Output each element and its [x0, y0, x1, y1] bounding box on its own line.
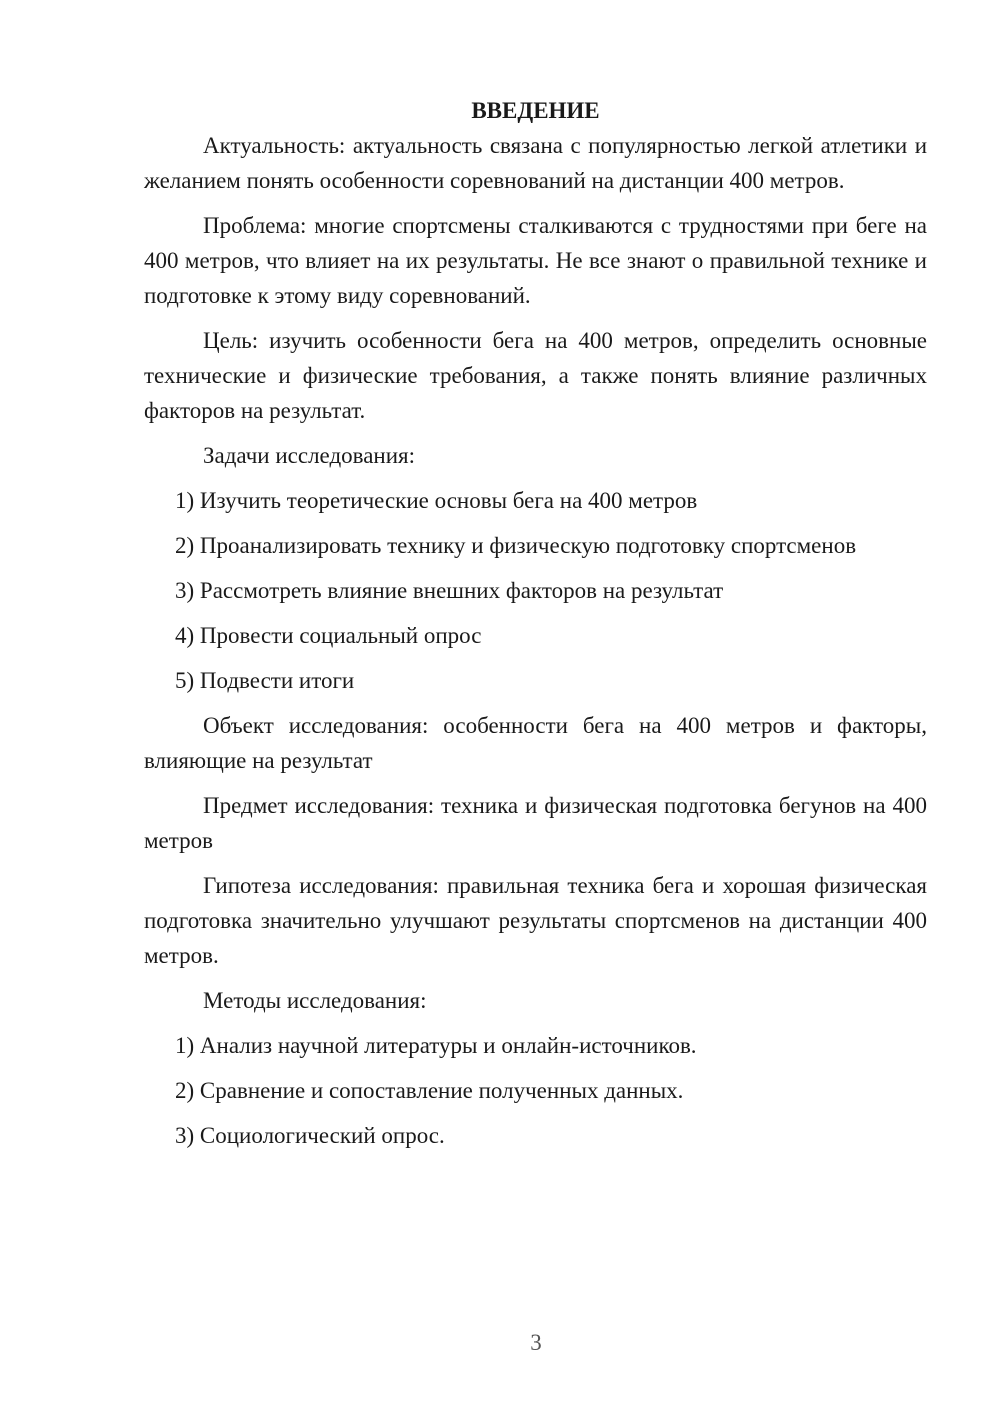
- task-list-item-2: 2) Проанализировать технику и физическую подготовку спортсменов: [175, 533, 857, 558]
- paragraph-subject: Предмет исследования: техника и физическая подготовка бегунов на 400 метров: [144, 793, 927, 853]
- paragraph-hypothesis: Гипотеза исследования: правильная техника бега и хорошая физическая подготовка значительно улучшают результаты спортсменов на дистанции 400 метров.: [144, 873, 927, 968]
- paragraph-relevance: Актуальность: актуальность связана с популярностью легкой атлетики и желанием понять особенности соревнований на дистанции 400 метров.: [144, 133, 927, 193]
- paragraph-problem: Проблема: многие спортсмены сталкиваются с трудностями при беге на 400 метров, что влияет на их результаты. Не все знают о правильной технике и подготовке к этому виду соревнований.: [144, 213, 927, 308]
- tasks-heading: Задачи исследования:: [203, 443, 416, 468]
- method-list-item-1: 1) Анализ научной литературы и онлайн-источников.: [175, 1033, 697, 1058]
- task-list-item-5: 5) Подвести итоги: [175, 668, 355, 693]
- methods-heading: Методы исследования:: [203, 988, 427, 1013]
- page-title: ВВЕДЕНИЕ: [471, 98, 600, 123]
- paragraph-object: Объект исследования: особенности бега на 400 метров и факторы, влияющие на результат: [144, 713, 927, 773]
- task-list-item-3: 3) Рассмотреть влияние внешних факторов на результат: [175, 578, 724, 603]
- page-content: [144, 93, 927, 1153]
- task-list-item-1: 1) Изучить теоретические основы бега на 400 метров: [175, 488, 698, 513]
- method-list-item-3: 3) Социологический опрос.: [175, 1123, 445, 1148]
- method-list-item-2: 2) Сравнение и сопоставление полученных данных.: [175, 1078, 684, 1103]
- task-list-item-4: 4) Провести социальный опрос: [175, 623, 482, 648]
- page-number: 3: [530, 1330, 542, 1355]
- paragraph-goal: Цель: изучить особенности бега на 400 метров, определить основные технические и физические требования, а также понять влияние различных факторов на результат.: [144, 328, 927, 423]
